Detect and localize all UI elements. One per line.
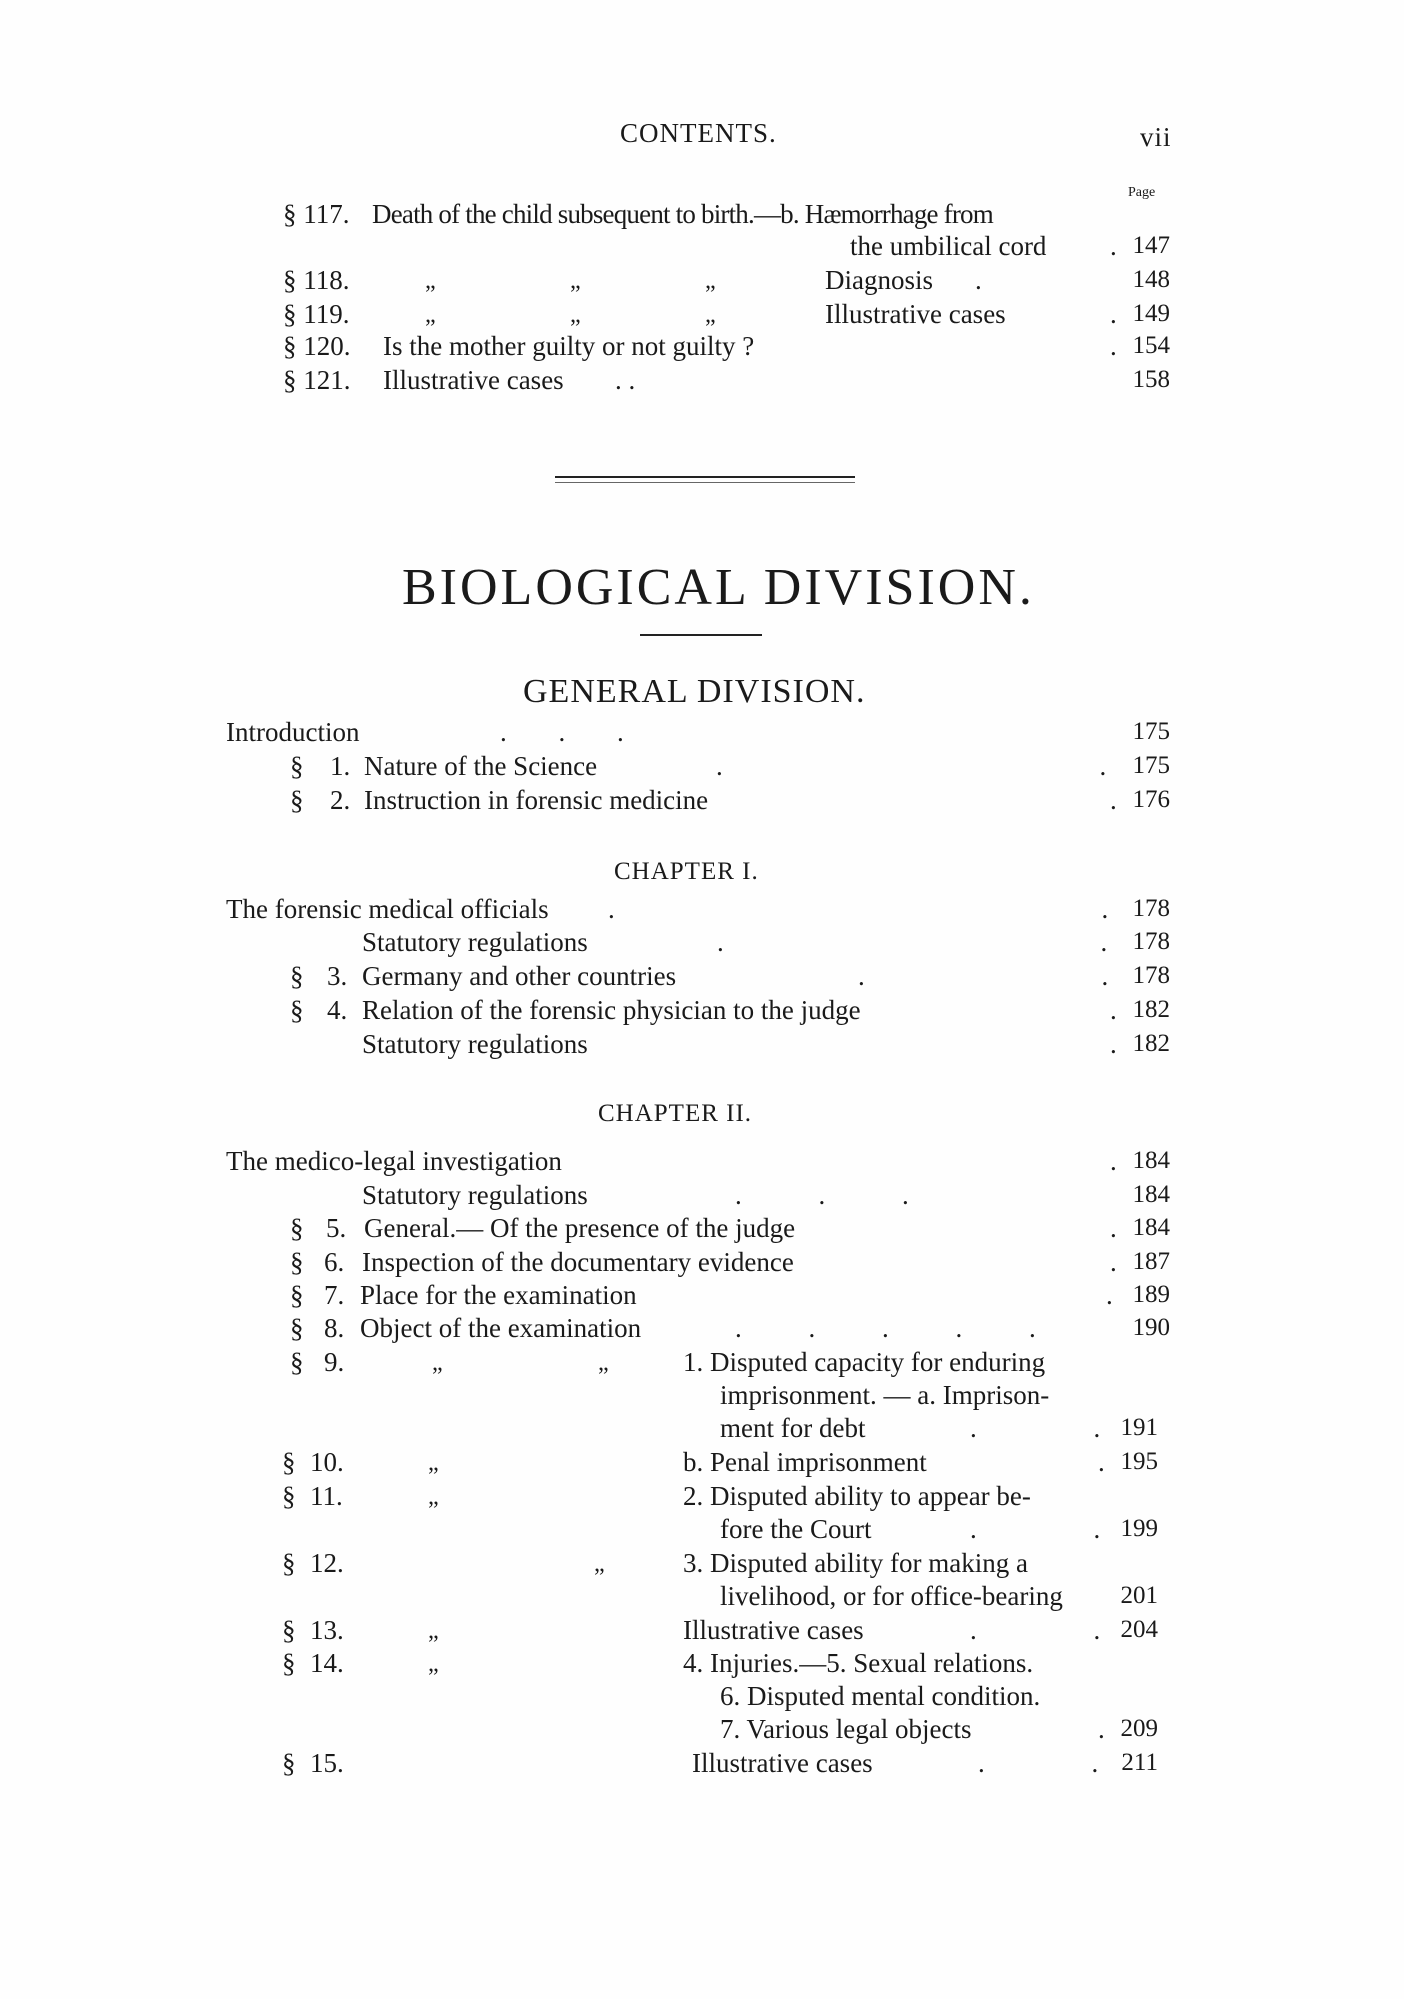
entry-117-section: § 117.	[283, 199, 350, 229]
ch2-row-4-dots: .	[1110, 1247, 1117, 1277]
ch2-row-2-text: Statutory regulations	[362, 1180, 588, 1210]
ch1-row-3-num: 3.	[327, 961, 348, 991]
sub-11-section: §	[282, 1481, 296, 1511]
sub-14-page: 209	[1120, 1715, 1158, 1742]
sub-14-line-2: 6. Disputed mental condition.	[720, 1681, 1041, 1711]
sub-9-line-1: 1. Disputed capacity for enduring	[683, 1347, 1046, 1377]
introduction-text: Introduction	[226, 717, 360, 747]
sub-12-section: §	[282, 1548, 296, 1578]
ch1-row-5-dots: .	[1110, 1029, 1117, 1059]
entry-2-section: §	[290, 785, 304, 815]
sub-9-num: 9.	[324, 1347, 345, 1377]
ch1-row-5-page: 182	[1132, 1030, 1170, 1057]
ch2-row-1-page: 184	[1132, 1147, 1170, 1174]
introduction-page: 175	[1132, 718, 1170, 745]
entry-118-ditto-2: „	[570, 268, 581, 294]
ch2-row-5-num: 7.	[324, 1280, 345, 1310]
entry-2-text: Instruction in forensic medicine	[364, 785, 709, 815]
division-title: BIOLOGICAL DIVISION.	[402, 559, 1035, 616]
entry-118-page: 148	[1132, 266, 1170, 293]
ch1-row-4-dots: .	[1110, 995, 1117, 1025]
ch2-row-1-dots: .	[1110, 1146, 1117, 1176]
sub-12-line-1: 3. Disputed ability for making a	[683, 1548, 1028, 1578]
title-rule	[640, 634, 762, 636]
entry-118-section: § 118.	[283, 265, 350, 295]
sub-9-page: 191	[1120, 1414, 1158, 1441]
entry-117-continuation: the umbilical cord	[850, 231, 1047, 261]
entry-119-text: Illustrative cases	[825, 299, 1006, 329]
sub-14-section: §	[282, 1648, 296, 1678]
sub-9-dots: . .	[970, 1413, 1101, 1443]
entry-118-ditto-1: „	[425, 268, 436, 294]
ch2-row-5-text: Place for the examination	[360, 1280, 637, 1310]
ch1-row-3-text: Germany and other countries	[362, 961, 677, 991]
ch2-row-6-text: Object of the examination	[360, 1313, 642, 1343]
entry-117-text: Death of the child subsequent to birth.—b. Hæmorrhage from	[372, 199, 993, 229]
ch2-row-3-num: 5.	[326, 1213, 347, 1243]
ch2-row-4-num: 6.	[324, 1247, 345, 1277]
ch2-row-4-page: 187	[1132, 1248, 1170, 1275]
entry-2-page: 176	[1132, 786, 1170, 813]
sub-12-num: 12.	[310, 1548, 344, 1578]
sub-11-ditto: „	[428, 1484, 439, 1510]
entry-1-page: 175	[1132, 752, 1170, 779]
ch1-row-4-section: §	[290, 995, 304, 1025]
sub-13-num: 13.	[310, 1615, 344, 1645]
entry-119-ditto-1: „	[425, 302, 436, 328]
ch2-row-2-page: 184	[1132, 1181, 1170, 1208]
ch2-row-3-text: General.— Of the presence of the judge	[364, 1213, 796, 1243]
entry-118-ditto-3: „	[705, 268, 716, 294]
sub-12-line-2: livelihood, or for office-bearing	[720, 1581, 1063, 1611]
entry-121-dots: . .	[615, 365, 636, 395]
sub-15-line-1: Illustrative cases	[692, 1748, 873, 1778]
sub-14-dots: .	[1098, 1714, 1105, 1744]
entry-119-section: § 119.	[283, 299, 350, 329]
ch1-row-5-text: Statutory regulations	[362, 1029, 588, 1059]
ch2-row-3-page: 184	[1132, 1214, 1170, 1241]
sub-10-page: 195	[1120, 1448, 1158, 1475]
sub-12-page: 201	[1120, 1582, 1158, 1609]
ch1-row-1-text: The forensic medical officials	[226, 894, 549, 924]
sub-11-page: 199	[1120, 1515, 1158, 1542]
sub-13-ditto: „	[428, 1618, 439, 1644]
sub-11-dots: . .	[970, 1514, 1101, 1544]
ch2-row-6-dots: . . . . .	[735, 1313, 1036, 1343]
ch2-row-2-dots: . . .	[735, 1180, 909, 1210]
page-number: vii	[1140, 122, 1172, 152]
running-header-title: CONTENTS.	[620, 118, 777, 148]
entry-118-dots: .	[975, 265, 982, 295]
sub-11-line-2: fore the Court	[720, 1514, 872, 1544]
chapter-2-title: CHAPTER II.	[598, 1100, 753, 1127]
ch2-row-5-dots: .	[1106, 1280, 1113, 1310]
sub-13-page: 204	[1120, 1616, 1158, 1643]
entry-119-ditto-3: „	[705, 302, 716, 328]
ch2-row-4-section: §	[290, 1247, 304, 1277]
page-column-label: Page	[1128, 185, 1156, 200]
entry-121-section: § 121.	[283, 365, 351, 395]
entry-2-num: 2.	[330, 785, 351, 815]
ch2-row-6-section: §	[290, 1313, 304, 1343]
sub-14-line-1: 4. Injuries.—5. Sexual relations.	[683, 1648, 1034, 1678]
sub-15-num: 15.	[310, 1748, 344, 1778]
ch1-row-3-section: §	[290, 961, 304, 991]
ch1-row-2-dots: . .	[717, 927, 1108, 957]
sub-15-section: §	[282, 1748, 296, 1778]
sub-15-page: 211	[1121, 1749, 1158, 1776]
entry-1-dots: . .	[716, 751, 1107, 781]
ch2-row-4-text: Inspection of the documentary evidence	[362, 1247, 794, 1277]
sub-9-line-2: imprisonment. — a. Imprison-	[720, 1380, 1050, 1410]
sub-9-line-3: ment for debt	[720, 1413, 866, 1443]
sub-10-section: §	[282, 1447, 296, 1477]
sub-14-num: 14.	[310, 1648, 344, 1678]
entry-121-text: Illustrative cases	[383, 365, 564, 395]
entry-120-dots: .	[1110, 331, 1117, 361]
sub-13-line-1: Illustrative cases	[683, 1615, 864, 1645]
entry-119-page: 149	[1132, 300, 1170, 327]
ch2-row-5-page: 189	[1132, 1281, 1170, 1308]
introduction-dots: . . .	[500, 717, 624, 747]
sub-11-num: 11.	[310, 1481, 343, 1511]
sub-14-ditto: „	[428, 1651, 439, 1677]
ch1-row-4-text: Relation of the forensic physician to the judge	[362, 995, 861, 1025]
ch1-row-2-page: 178	[1132, 928, 1170, 955]
sub-9-ditto-2: „	[598, 1350, 609, 1376]
ch1-row-1-page: 178	[1132, 895, 1170, 922]
sub-9-ditto-1: „	[432, 1350, 443, 1376]
entry-118-text: Diagnosis	[825, 265, 933, 295]
entry-120-text: Is the mother guilty or not guilty ?	[383, 331, 755, 361]
ch1-row-1-dots: . .	[608, 894, 1109, 924]
ch2-row-3-section: §	[290, 1213, 304, 1243]
sub-9-section: §	[290, 1347, 304, 1377]
entry-2-dots: .	[1110, 785, 1117, 815]
ch2-row-1-text: The medico-legal investigation	[226, 1146, 562, 1176]
entry-1-section: §	[290, 751, 304, 781]
ch1-row-2-text: Statutory regulations	[362, 927, 588, 957]
sub-10-num: 10.	[310, 1447, 344, 1477]
chapter-1-title: CHAPTER I.	[614, 858, 759, 885]
entry-120-section: § 120.	[283, 331, 351, 361]
entry-119-ditto-2: „	[570, 302, 581, 328]
sub-12-ditto: „	[594, 1551, 605, 1577]
entry-119-dots: .	[1110, 299, 1117, 329]
ch1-row-3-dots: . .	[858, 961, 1109, 991]
sub-13-section: §	[282, 1615, 296, 1645]
entry-117-page: 147	[1132, 232, 1170, 259]
ch1-row-4-num: 4.	[327, 995, 348, 1025]
sub-13-dots: . .	[970, 1615, 1101, 1645]
sub-10-line-1: b. Penal imprisonment	[683, 1447, 927, 1477]
entry-1-text: Nature of the Science	[364, 751, 598, 781]
sub-15-dots: . .	[978, 1748, 1099, 1778]
ch2-row-3-dots: .	[1110, 1213, 1117, 1243]
ch2-row-5-section: §	[290, 1280, 304, 1310]
entry-120-page: 154	[1132, 332, 1170, 359]
ch2-row-6-page: 190	[1132, 1314, 1170, 1341]
sub-11-line-1: 2. Disputed ability to appear be-	[683, 1481, 1031, 1511]
division-subtitle: GENERAL DIVISION.	[523, 673, 866, 710]
entry-1-num: 1.	[330, 751, 351, 781]
entry-121-page: 158	[1132, 366, 1170, 393]
ch2-row-6-num: 8.	[324, 1313, 345, 1343]
sub-10-dots: .	[1098, 1447, 1105, 1477]
entry-117-dots: .	[1110, 231, 1117, 261]
ch1-row-4-page: 182	[1132, 996, 1170, 1023]
sub-14-line-3: 7. Various legal objects	[720, 1714, 972, 1744]
sub-10-ditto: „	[428, 1450, 439, 1476]
ch1-row-3-page: 178	[1132, 962, 1170, 989]
